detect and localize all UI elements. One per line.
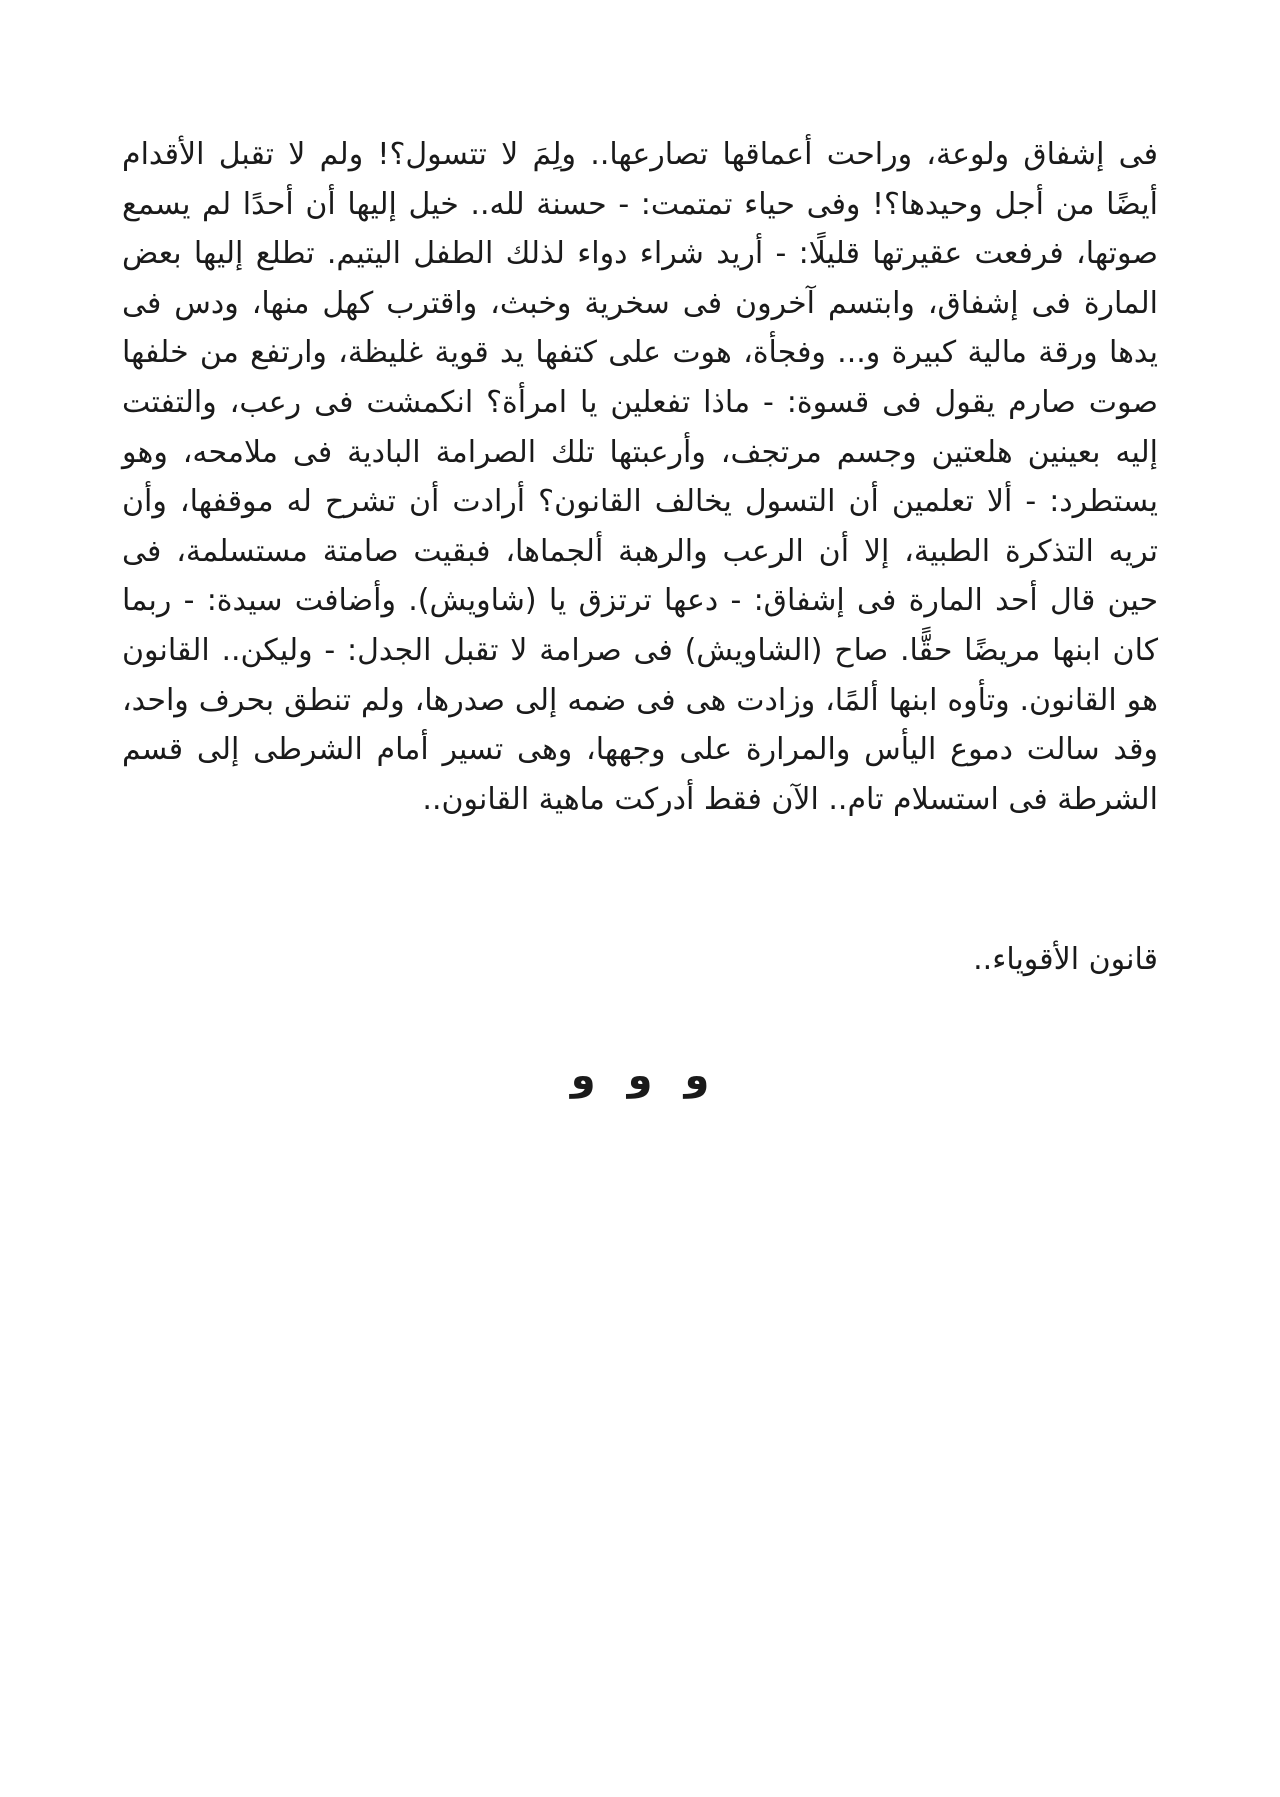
section-separator [0,1046,1280,1106]
separator-mark: و [684,1053,710,1099]
closing-line: قانون الأقوياء.. [973,942,1158,977]
story-paragraph: فى إشفاق ولوعة، وراحت أعماقها تصارعها.. ولِمَ لا تتسول؟! ولم لا تقبل الأقدام أيضًا من أجل وحيدها؟! وفى حياء تمتمت: - حسنة لله.. خيل إليها أن أحدًا لم يسمع صوتها، فرفعت عقيرتها قليلًا: - أريد شراء دواء لذلك الطفل اليتيم. تطلع إليها بعض المارة فى إشفاق، وابتسم آخرون فى سخرية وخبث، واقترب كهل منها، ودس فى يدها ورقة مالية كبيرة و... وفجأة، هوت على كتفها يد قوية غليظة، وارتفع من خلفها صوت صارم يقول فى قسوة: - ماذا تفعلين يا امرأة؟ انكمشت فى رعب، والتفتت إليه بعينين هلعتين وجسم مرتجف، وأرعبتها تلك الصرامة البادية فى ملامحه، وهو يستطرد: - ألا تعلمين أن التسول يخالف القانون؟ أرادت أن تشرح له موقفها، وأن تريه التذكرة الطبية، إلا أن الرعب والرهبة ألجماها، فبقيت صامتة مستسلمة، فى حين قال أحد المارة فى إشفاق: - دعها ترتزق يا (شاويش). وأضافت سيدة: - ربما كان ابنها مريضًا حقًّا. صاح (الشاويش) فى صرامة لا تقبل الجدل: - وليكن.. القانون هو القانون. وتأوه ابنها ألمًا، وزادت هى فى ضمه إلى صدرها، ولم تنطق بحرف واحد، وقد سالت دموع اليأس والمرارة على وجهها، وهى تسير أمام الشرطى إلى قسم الشرطة فى استسلام تام.. الآن فقط أدركت ماهية القانون.. [122,137,1158,817]
separator-mark: و [570,1053,596,1099]
separator-mark: و [627,1053,653,1099]
